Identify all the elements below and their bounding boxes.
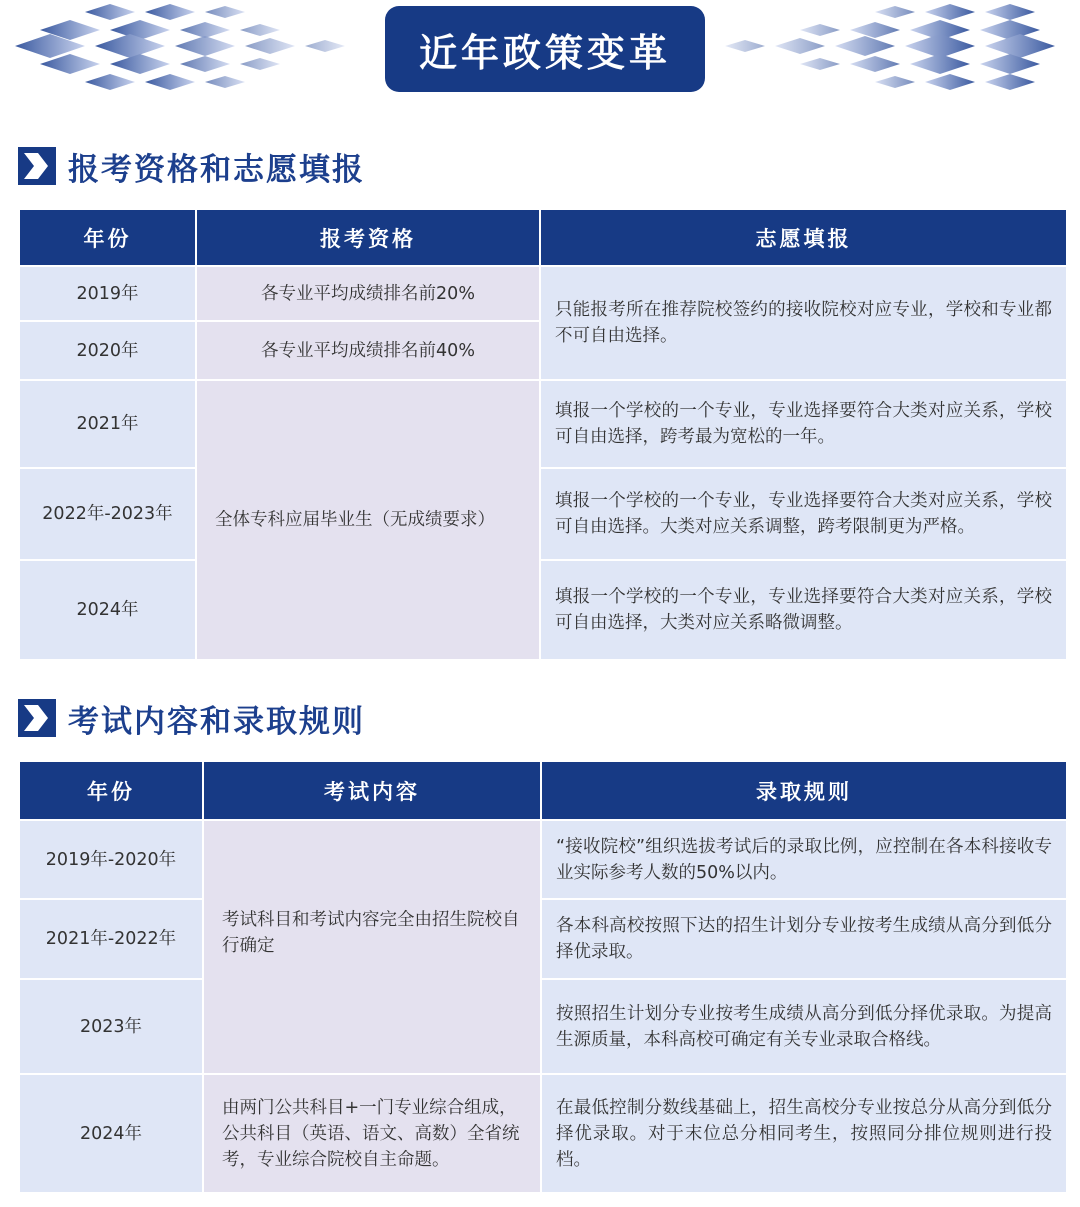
application-cell: 只能报考所在推荐院校签约的接收院校对应专业，学校和专业都不可自由选择。 [540,266,1067,380]
table-row [19,820,1067,899]
header-year: 年份 [19,209,196,266]
year-cell: 2022年-2023年 [19,468,196,560]
rules-cell: 在最低控制分数线基础上，招生高校分专业按总分从高分到低分择优录取。对于末位总分相同考生，按照同分排位规则进行投档。 [541,1074,1067,1193]
table-row [19,899,1067,979]
banner-title: 近年政策变革 [385,6,705,92]
year-cell: 2021年 [19,380,196,468]
chevron-right-icon [18,699,56,737]
year-cell: 2024年 [19,1074,203,1193]
section2-title: 考试内容和录取规则 [68,703,365,740]
table-row [19,468,1067,560]
banner [0,0,1080,105]
year-cell: 2020年 [19,321,196,380]
table-row [19,266,1067,321]
year-cell: 2021年-2022年 [19,899,203,979]
table-row [19,560,1067,660]
header-application: 志愿填报 [540,209,1067,266]
eligibility-cell: 各专业平均成绩排名前40% [196,321,540,380]
year-cell: 2019年-2020年 [19,820,203,899]
banner-left-decoration [0,0,370,100]
year-cell: 2023年 [19,979,203,1074]
content-cell: 考试科目和考试内容完全由招生院校自行确定 [203,820,541,1074]
rules-cell: “接收院校”组织选拔考试后的录取比例，应控制在各本科接收专业实际参考人数的50%以内。 [541,820,1067,899]
table-header-row [19,209,1067,266]
table-row [19,380,1067,468]
exam-rules-table [18,760,1068,1194]
header-year: 年份 [19,761,203,820]
section2-heading [18,696,365,740]
application-cell: 填报一个学校的一个专业，专业选择要符合大类对应关系，学校可自由选择。大类对应关系调整，跨考限制更为严格。 [540,468,1067,560]
rules-cell: 按照招生计划分专业按考生成绩从高分到低分择优录取。为提高生源质量，本科高校可确定有关专业录取合格线。 [541,979,1067,1074]
application-cell: 填报一个学校的一个专业，专业选择要符合大类对应关系，学校可自由选择，大类对应关系略微调整。 [540,560,1067,660]
chevron-right-icon [18,147,56,185]
eligibility-cell: 全体专科应届毕业生（无成绩要求） [196,380,540,660]
section1-heading [18,144,365,188]
application-cell: 填报一个学校的一个专业，专业选择要符合大类对应关系，学校可自由选择，跨考最为宽松的一年。 [540,380,1067,468]
header-eligibility: 报考资格 [196,209,540,266]
rules-cell: 各本科高校按照下达的招生计划分专业按考生成绩从高分到低分择优录取。 [541,899,1067,979]
year-cell: 2019年 [19,266,196,321]
table-row [19,979,1067,1074]
header-content: 考试内容 [203,761,541,820]
banner-right-decoration [715,0,1080,100]
table-row [19,1074,1067,1193]
eligibility-table [18,208,1068,661]
year-cell: 2024年 [19,560,196,660]
table-header-row [19,761,1067,820]
header-rules: 录取规则 [541,761,1067,820]
content-cell: 由两门公共科目+一门专业综合组成，公共科目（英语、语文、高数）全省统考，专业综合院校自主命题。 [203,1074,541,1193]
eligibility-cell: 各专业平均成绩排名前20% [196,266,540,321]
section1-title: 报考资格和志愿填报 [68,151,365,188]
